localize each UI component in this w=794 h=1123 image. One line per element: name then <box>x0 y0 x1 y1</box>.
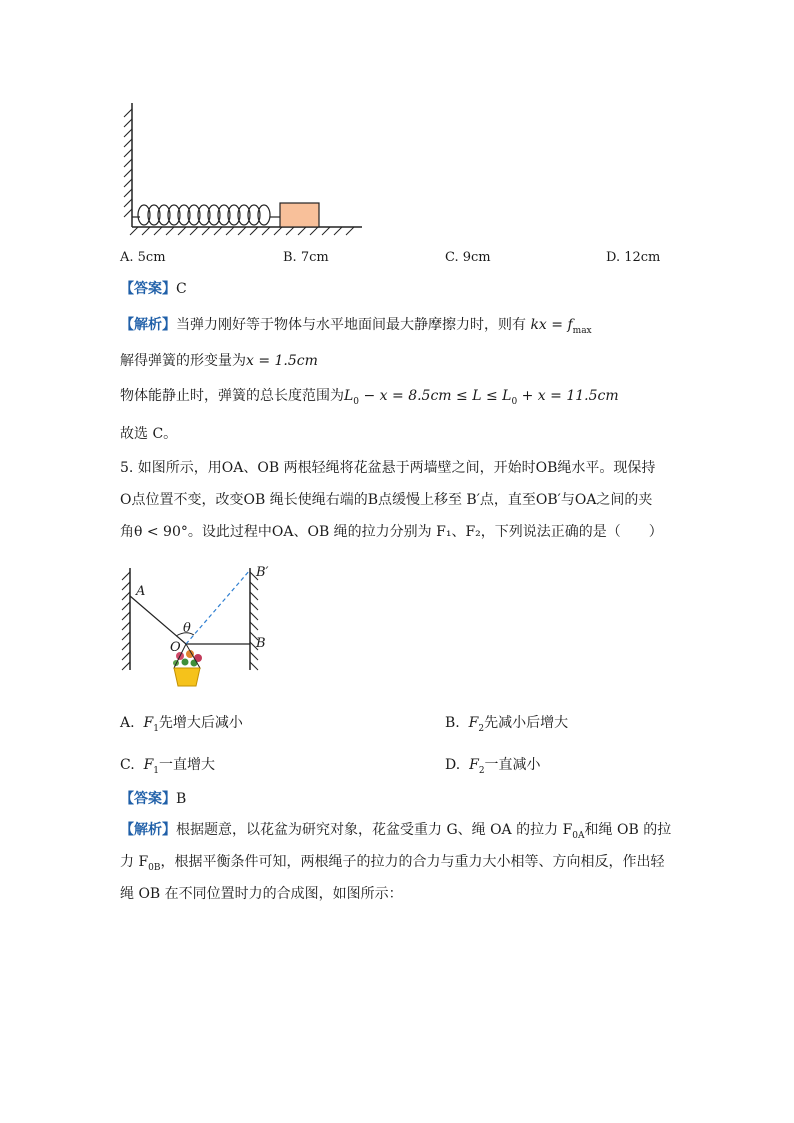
rope-ob-prime <box>186 570 250 644</box>
option-d: D. 12cm <box>606 250 661 265</box>
label-b-prime: B′ <box>256 565 269 580</box>
q5-answer: 【答案】B <box>120 791 187 807</box>
q5-option-d: D. $F_2$一直减小 <box>445 757 541 776</box>
q5-stem-line3: 角θ < 90°。设此过程中OA、OB 绳的拉力分别为 F₁、F₂，下列说法正确的是（ ） <box>120 524 663 540</box>
q4-analysis: 【解析】当弹力刚好等于物体与水平地面间最大静摩擦力时，则有 kx = $f_{max}$ <box>120 317 592 336</box>
q4-line3: 物体能静止时，弹簧的总长度范围为$L_0 - x = 8.5cm \le L \le L_0 + x = 11.5cm$ <box>120 388 619 407</box>
label-theta: θ <box>183 621 191 636</box>
option-a: A. 5cm <box>120 250 166 265</box>
spring <box>132 205 280 225</box>
q5-stem-line2: O点位置不变，改变OB 绳长使绳右端的B点缓慢上移至 B′点，直至OB′与OA之间的夹 <box>120 492 653 508</box>
q4-line2: 解得弹簧的形变量为x = 1.5cm <box>120 353 318 369</box>
block <box>280 203 319 227</box>
q5-option-c: C. $F_1$一直增大 <box>120 757 216 776</box>
q5-analysis-line3: 绳 OB 在不同位置时力的合成图，如图所示： <box>120 886 403 902</box>
option-b: B. 7cm <box>283 250 329 265</box>
label-b: B <box>256 636 266 651</box>
q5-analysis-line2: 力 $F_{0B}$，根据平衡条件可知，两根绳子的拉力的合力与重力大小相等、方向相反，作出轻 <box>120 854 665 873</box>
spring-block-figure <box>118 95 368 240</box>
q5-stem-line1: 5. 如图所示，用OA、OB 两根轻绳将花盆悬于两墙壁之间，开始时OB绳水平。现保持 <box>120 460 656 476</box>
label-a: A <box>136 584 146 599</box>
option-c: C. 9cm <box>445 250 491 265</box>
label-o: O <box>170 640 181 655</box>
rope-oa <box>130 596 186 644</box>
q5-option-b: B. $F_2$先减小后增大 <box>445 715 569 734</box>
pot-icon <box>174 668 200 686</box>
q4-conclusion: 故选 C。 <box>120 426 178 442</box>
q5-analysis-line1: 【解析】根据题意，以花盆为研究对象，花盆受重力 G、绳 OA 的拉力 $F_{0A}$和绳 OB 的拉 <box>120 822 672 841</box>
q5-option-a: A. $F_1$先增大后减小 <box>120 715 243 734</box>
q4-answer: 【答案】C <box>120 281 187 297</box>
